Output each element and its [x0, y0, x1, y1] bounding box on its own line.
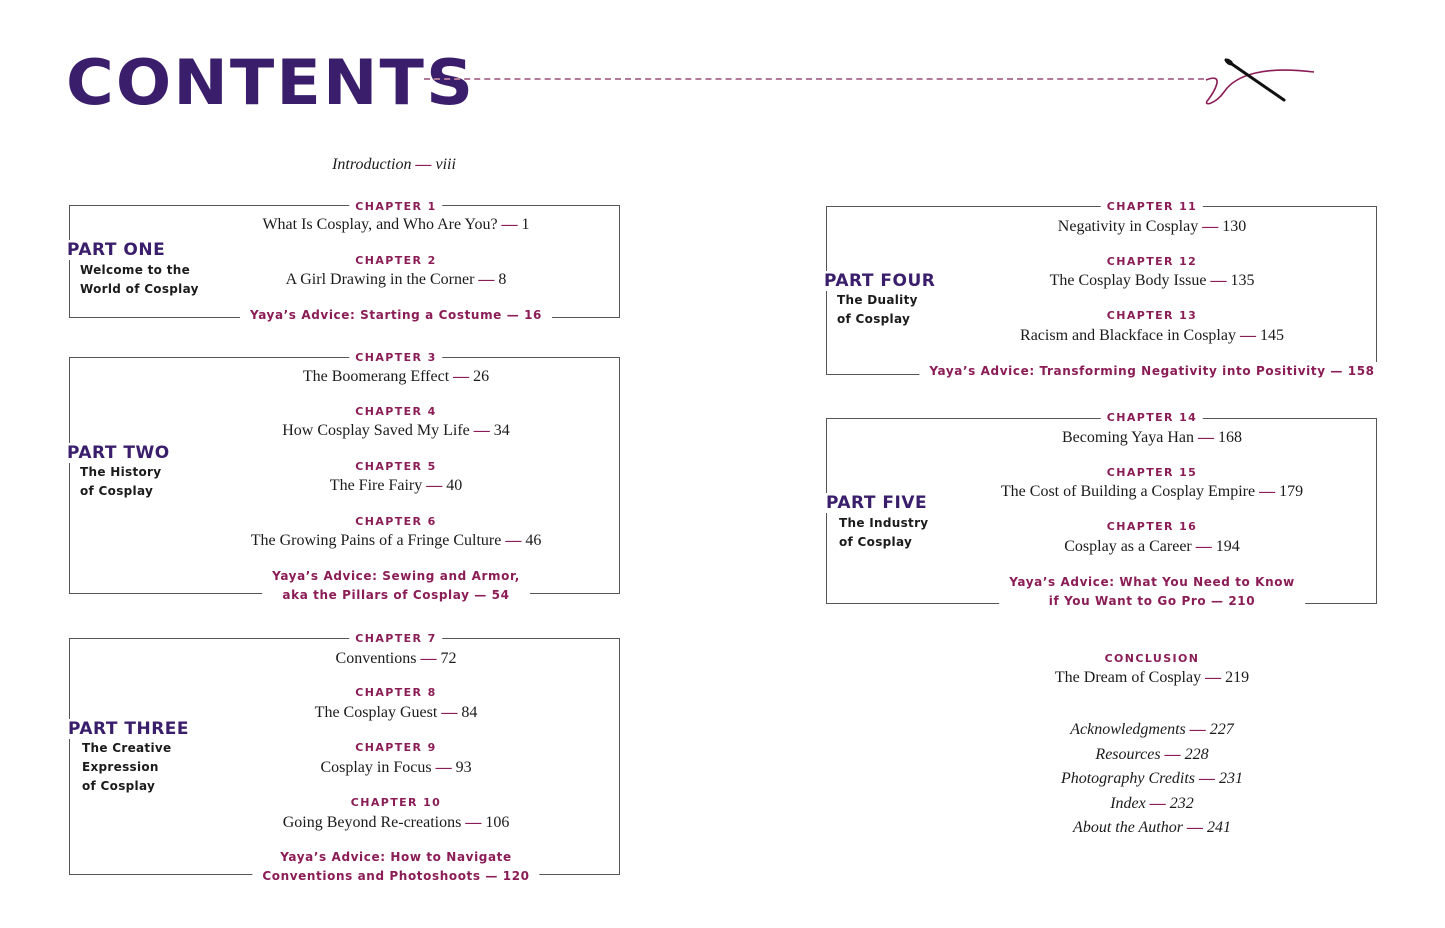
- chapter-entry[interactable]: How Cosplay Saved My Life — 34: [282, 422, 510, 439]
- part-two-title: PART TWO: [67, 443, 170, 463]
- chapter-entry[interactable]: The Cosplay Body Issue — 135: [1049, 272, 1255, 289]
- part-one-subtitle: Welcome to the World of Cosplay: [80, 263, 199, 296]
- chapter-label: CHAPTER 5: [349, 460, 442, 473]
- needle-and-thread-icon: [1196, 52, 1326, 112]
- chapter-label: CHAPTER 9: [349, 741, 442, 754]
- chapter-entry[interactable]: The Boomerang Effect — 26: [302, 368, 490, 385]
- chapter-label: CHAPTER 6: [349, 515, 442, 528]
- chapter-entry[interactable]: The Fire Fairy — 40: [329, 477, 463, 494]
- intro-title: Introduction: [332, 156, 412, 173]
- advice-entry[interactable]: Yaya’s Advice: How to Navigate Conventions and Photoshoots — 120: [252, 848, 539, 886]
- chapter-entry[interactable]: Conventions — 72: [335, 650, 457, 667]
- backmatter-item[interactable]: Index — 232: [1110, 794, 1194, 812]
- chapter-entry[interactable]: Cosplay in Focus — 93: [320, 759, 472, 776]
- backmatter-item[interactable]: About the Author — 241: [1073, 819, 1231, 836]
- chapter-label: CHAPTER 7: [349, 632, 442, 645]
- chapter-label: CHAPTER 16: [1101, 520, 1203, 533]
- intro-entry[interactable]: Introduction — viii: [332, 156, 456, 173]
- part-one-title: PART ONE: [67, 240, 166, 260]
- chapter-label: CHAPTER 1: [349, 200, 442, 213]
- backmatter-item[interactable]: Photography Credits — 231: [1060, 770, 1244, 787]
- chapter-label: CHAPTER 3: [349, 351, 442, 364]
- advice-entry[interactable]: Yaya’s Advice: Starting a Costume — 16: [240, 306, 552, 325]
- chapter-entry[interactable]: Becoming Yaya Han — 168: [1062, 429, 1242, 446]
- part-five-title: PART FIVE: [826, 493, 928, 513]
- chapter-entry[interactable]: Racism and Blackface in Cosplay — 145: [1020, 327, 1284, 344]
- page-title: CONTENTS: [66, 46, 476, 119]
- chapter-label: CHAPTER 14: [1101, 411, 1203, 424]
- part-four-title: PART FOUR: [824, 271, 936, 291]
- chapter-label: CHAPTER 8: [349, 686, 442, 699]
- chapter-label: CHAPTER 13: [1101, 309, 1203, 322]
- chapter-label: CHAPTER 11: [1101, 200, 1203, 213]
- intro-page: viii: [435, 156, 456, 173]
- backmatter-list: [1061, 718, 1243, 841]
- part-five-subtitle: The Industry of Cosplay: [839, 516, 929, 549]
- chapter-entry[interactable]: A Girl Drawing in the Corner — 8: [285, 271, 507, 288]
- chapter-entry[interactable]: The Growing Pains of a Fringe Culture — 46: [250, 532, 542, 549]
- chapter-entry[interactable]: Negativity in Cosplay — 130: [1057, 218, 1247, 235]
- conclusion-entry[interactable]: The Dream of Cosplay — 219: [1054, 669, 1250, 686]
- chapter-entry[interactable]: The Cost of Building a Cosplay Empire — 179: [1000, 483, 1304, 500]
- chapter-label: CHAPTER 2: [349, 254, 442, 267]
- part-three-title: PART THREE: [68, 719, 190, 739]
- advice-entry[interactable]: Yaya’s Advice: What You Need to Know if You Want to Go Pro — 210: [999, 573, 1305, 611]
- chapter-label: CHAPTER 4: [349, 405, 442, 418]
- chapter-entry[interactable]: The Cosplay Guest — 84: [314, 704, 478, 721]
- part-three-subtitle: The Creative Expression of Cosplay: [82, 741, 172, 793]
- conclusion-label: CONCLUSION: [1099, 652, 1206, 665]
- part-four-subtitle: The Duality of Cosplay: [837, 293, 918, 326]
- chapter-label: CHAPTER 12: [1101, 255, 1203, 268]
- part-two-subtitle: The History of Cosplay: [80, 465, 162, 498]
- chapter-entry[interactable]: What Is Cosplay, and Who Are You? — 1: [262, 216, 530, 233]
- backmatter-item[interactable]: Acknowledgments — 227: [1070, 721, 1234, 738]
- chapter-label: CHAPTER 10: [345, 796, 447, 809]
- stitch-dash-line: [424, 78, 1204, 80]
- advice-entry[interactable]: Yaya’s Advice: Sewing and Armor, aka the Pillars of Cosplay — 54: [262, 567, 530, 605]
- backmatter-item[interactable]: Resources — 228: [1095, 745, 1209, 763]
- chapter-entry[interactable]: Cosplay as a Career — 194: [1064, 538, 1240, 555]
- chapter-entry[interactable]: Going Beyond Re-creations — 106: [282, 814, 510, 831]
- chapter-label: CHAPTER 15: [1101, 466, 1203, 479]
- advice-entry[interactable]: Yaya’s Advice: Transforming Negativity into Positivity — 158: [919, 362, 1384, 381]
